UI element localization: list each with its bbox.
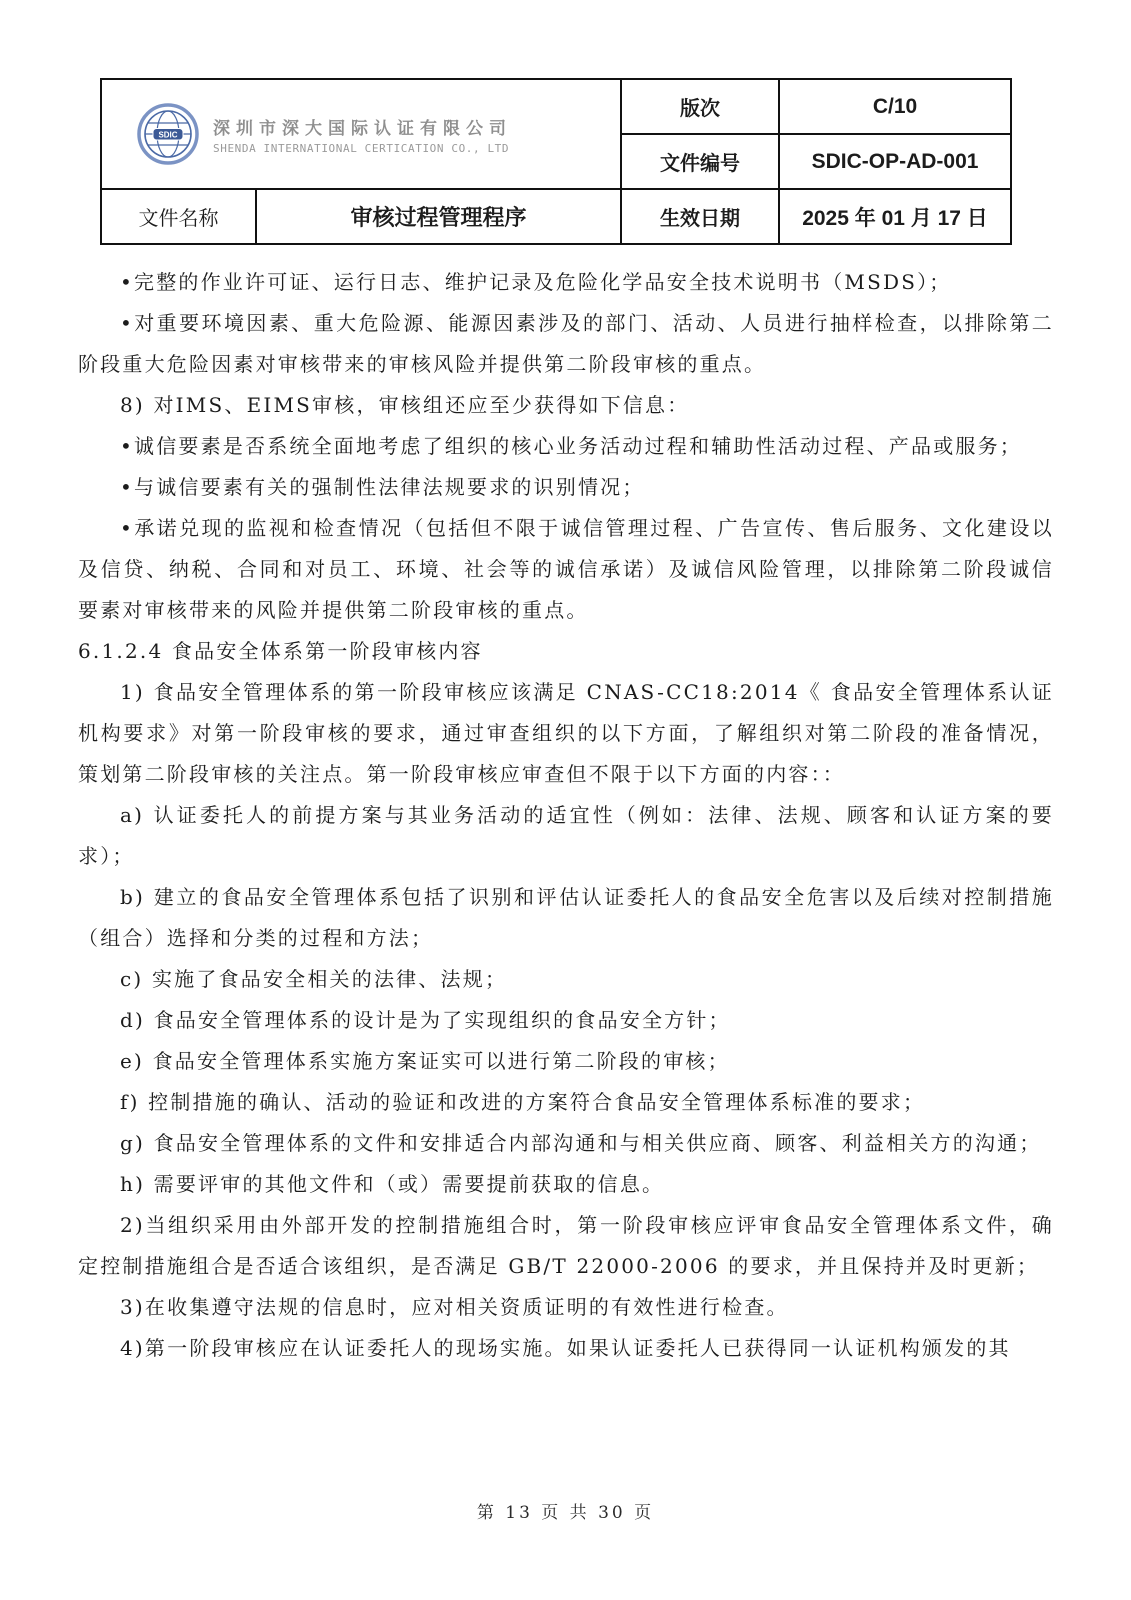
page-footer: 第 13 页 共 30 页 — [476, 1503, 655, 1523]
paragraph: 3)在收集遵守法规的信息时，应对相关资质证明的有效性进行检查。 — [120, 1295, 789, 1319]
paragraph: •完整的作业许可证、运行日志、维护记录及危险化学品安全技术说明书（MSDS）； — [120, 270, 952, 294]
effective-date-label: 生效日期 — [621, 189, 779, 244]
paragraph: •诚信要素是否系统全面地考虑了组织的核心业务活动过程和辅助性活动过程、产品或服务； — [120, 434, 1022, 458]
company-name-cn: 深圳市深大国际认证有限公司 — [213, 118, 512, 138]
effective-date-value: 2025 年 01 月 17 日 — [779, 189, 1011, 244]
company-logo — [136, 102, 200, 166]
document-body — [78, 262, 1054, 1369]
company-header-cell — [101, 79, 621, 189]
company-name-en: SHENDA INTERNATIONAL CERTICATION CO., LTD — [213, 141, 510, 155]
paragraph: g) 食品安全管理体系的文件和安排适合内部沟通和与相关供应商、顾客、利益相关方的沟通； — [120, 1131, 1042, 1155]
doc-name-value: 审核过程管理程序 — [256, 189, 621, 244]
paragraph: a) 认证委托人的前提方案与其业务活动的适宜性（例如：法律、法规、顾客和认证方案的要求）； — [78, 803, 1054, 868]
document-header-table — [100, 78, 1012, 245]
paragraph: 1) 食品安全管理体系的第一阶段审核应该满足 CNAS-CC18:2014《 食品安全管理体系认证机构要求》对第一阶段审核的要求，通过审查组织的以下方面，了解组织对第二阶段的准备情况，策划第二阶段审核的关注点。第一阶段审核应审查但不限于以下方面的内容：： — [78, 680, 1054, 786]
paragraph: •承诺兑现的监视和检查情况（包括但不限于诚信管理过程、广告宣传、售后服务、文化建设以及信贷、纳税、合同和对员工、环境、社会等的诚信承诺）及诚信风险管理，以排除第二阶段诚信要素对审核带来的风险并提供第二阶段审核的重点。 — [78, 516, 1054, 622]
doc-name-label: 文件名称 — [101, 189, 256, 244]
paragraph: h) 需要评审的其他文件和（或）需要提前获取的信息。 — [120, 1172, 665, 1196]
paragraph: •对重要环境因素、重大危险源、能源因素涉及的部门、活动、人员进行抽样检查，以排除第二阶段重大危险因素对审核带来的审核风险并提供第二阶段审核的重点。 — [78, 311, 1054, 376]
paragraph: 4)第一阶段审核应在认证委托人的现场实施。如果认证委托人已获得同一认证机构颁发的其 — [120, 1336, 1011, 1360]
paragraph: f) 控制措施的确认、活动的验证和改进的方案符合食品安全管理体系标准的要求； — [120, 1090, 926, 1114]
paragraph: 6.1.2.4 食品安全体系第一阶段审核内容 — [78, 639, 483, 663]
logo-text: SDIC — [158, 130, 178, 140]
paragraph: •与诚信要素有关的强制性法律法规要求的识别情况； — [120, 475, 645, 499]
version-value: C/10 — [779, 79, 1011, 134]
paragraph: 8) 对IMS、EIMS审核，审核组还应至少获得如下信息： — [120, 393, 690, 417]
version-label: 版次 — [621, 79, 779, 134]
paragraph: c) 实施了食品安全相关的法律、法规； — [120, 967, 508, 991]
paragraph: b) 建立的食品安全管理体系包括了识别和评估认证委托人的食品安全危害以及后续对控制措施（组合）选择和分类的过程和方法； — [78, 885, 1054, 950]
paragraph: d) 食品安全管理体系的设计是为了实现组织的食品安全方针； — [120, 1008, 731, 1032]
paragraph: e) 食品安全管理体系实施方案证实可以进行第二阶段的审核； — [120, 1049, 730, 1073]
paragraph: 2)当组织采用由外部开发的控制措施组合时，第一阶段审核应评审食品安全管理体系文件，确定控制措施组合是否适合该组织，是否满足 GB/T 22000-2006 的要求，并且保持并及时更新； — [78, 1213, 1054, 1278]
doc-number-value: SDIC-OP-AD-001 — [779, 134, 1011, 189]
doc-number-label: 文件编号 — [621, 134, 779, 189]
